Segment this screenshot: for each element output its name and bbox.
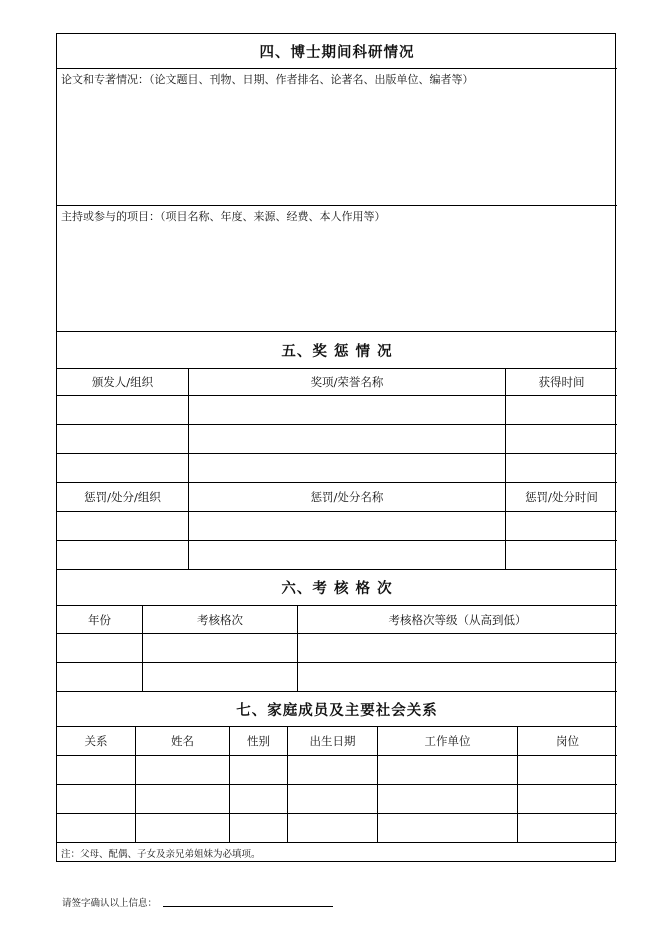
column-header: 姓名 [136,727,230,756]
input-cell[interactable] [230,785,288,814]
input-cell[interactable] [518,785,617,814]
column-header: 年份 [57,606,143,634]
input-cell[interactable] [143,634,298,663]
input-cell[interactable] [57,425,189,454]
input-cell[interactable] [189,541,506,570]
projects-field[interactable]: 主持或参与的项目：（项目名称、年度、来源、经费、本人作用等） [57,206,617,332]
input-cell[interactable] [189,454,506,483]
papers-field[interactable]: 论文和专著情况：（论文题目、刊物、日期、作者排名、论著名、出版单位、编者等） [57,69,617,206]
input-cell[interactable] [230,814,288,843]
column-header: 考核格次 [143,606,298,634]
input-cell[interactable] [57,634,143,663]
input-cell[interactable] [57,396,189,425]
input-cell[interactable] [230,756,288,785]
column-header: 考核格次等级（从高到低） [298,606,617,634]
input-cell[interactable] [57,663,143,692]
input-cell[interactable] [288,814,378,843]
column-header: 关系 [57,727,136,756]
input-cell[interactable] [378,785,518,814]
input-cell[interactable] [143,663,298,692]
input-cell[interactable] [298,634,617,663]
input-cell[interactable] [57,512,189,541]
input-cell[interactable] [506,541,617,570]
column-header: 颁发人/组织 [57,369,189,396]
input-cell[interactable] [506,512,617,541]
input-cell[interactable] [378,814,518,843]
input-cell[interactable] [506,396,617,425]
section-title: 六、考 核 格 次 [57,570,617,606]
form-table [56,33,616,862]
input-cell[interactable] [378,756,518,785]
section-title: 七、家庭成员及主要社会关系 [57,692,617,727]
input-cell[interactable] [136,814,230,843]
input-cell[interactable] [506,454,617,483]
column-header: 性别 [230,727,288,756]
input-cell[interactable] [189,512,506,541]
input-cell[interactable] [57,756,136,785]
input-cell[interactable] [57,814,136,843]
input-cell[interactable] [189,396,506,425]
column-header: 惩罚/处分/组织 [57,483,189,512]
input-cell[interactable] [57,541,189,570]
column-header: 惩罚/处分时间 [506,483,617,512]
input-cell[interactable] [518,814,617,843]
note-text: 注：父母、配偶、子女及亲兄弟姐妹为必填项。 [61,849,261,860]
input-cell[interactable] [298,663,617,692]
column-header: 岗位 [518,727,617,756]
column-header: 获得时间 [506,369,617,396]
input-cell[interactable] [57,454,189,483]
input-cell[interactable] [57,785,136,814]
signature-line[interactable] [163,906,333,907]
input-cell[interactable] [518,756,617,785]
column-header: 奖项/荣誉名称 [189,369,506,396]
input-cell[interactable] [189,425,506,454]
section-title: 四、博士期间科研情况 [57,34,617,69]
signature-label: 请签字确认以上信息： [62,898,158,909]
section-title: 五、奖 惩 情 况 [57,332,617,369]
column-header: 工作单位 [378,727,518,756]
input-cell[interactable] [506,425,617,454]
input-cell[interactable] [288,756,378,785]
input-cell[interactable] [136,785,230,814]
column-header: 出生日期 [288,727,378,756]
input-cell[interactable] [288,785,378,814]
column-header: 惩罚/处分名称 [189,483,506,512]
input-cell[interactable] [136,756,230,785]
